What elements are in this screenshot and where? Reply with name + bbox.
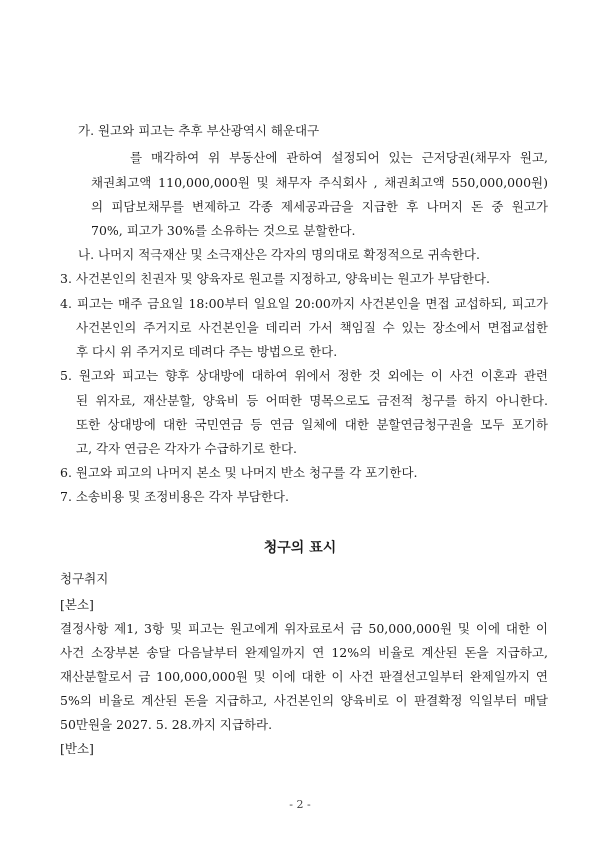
item-5-line4: 고, 각자 연금은 각자가 수급하기로 한다. xyxy=(76,441,298,456)
item-ga-line3: 채권최고액 110,000,000원 및 채무자 주식회사 , 채권최고액 550,000,000원) xyxy=(91,175,548,190)
item-4-line3: 후 다시 위 주거지로 데려다 주는 방법으로 한다. xyxy=(76,344,338,359)
item-7-line1: 7. 소송비용 및 조정비용은 각자 부담한다. xyxy=(60,489,289,504)
item-ga-line4: 의 피담보채무를 변제하고 각종 제세공과금을 지급한 후 나머지 돈 중 원고가 xyxy=(91,199,548,214)
main-claim-line4: 5%의 비율로 계산된 돈을 지급하고, 사건본인의 양육비로 이 판결확정 익일부터 매달 xyxy=(60,693,548,708)
item-ga-line2: 를 매각하여 위 부동산에 관하여 설정되어 있는 근저당권(채무자 원고, xyxy=(130,150,548,165)
item-ga-line5: 70%, 피고가 30%를 소유하는 것으로 분할한다. xyxy=(91,223,356,238)
main-claim-line2: 사건 소장부본 송달 다음날부터 완제일까지 연 12%의 비율로 계산된 돈을 지급하고, xyxy=(60,645,548,660)
item-ga-line1: 가. 원고와 피고는 추후 부산광역시 해운대구 xyxy=(78,123,320,138)
main-claim-line5: 50만원을 2027. 5. 28.까지 지급하라. xyxy=(60,717,273,732)
item-6-line1: 6. 원고와 피고의 나머지 본소 및 나머지 반소 청구를 각 포기한다. xyxy=(60,465,418,480)
item-4-line2: 사건본인의 주거지로 사건본인을 데리러 가서 책임질 수 있는 장소에서 면접교섭한 xyxy=(76,320,548,335)
item-4-line1: 4. 피고는 매주 금요일 18:00부터 일요일 20:00까지 사건본인을 면접 교섭하되, 피고가 xyxy=(60,296,548,311)
item-5-line2: 된 위자료, 재산분할, 양육비 등 어떠한 명목으로도 금전적 청구를 하지 아니한다. xyxy=(76,393,548,408)
item-5-line3: 또한 상대방에 대한 국민연금 등 연금 일체에 대한 분할연금청구권을 모두 포기하 xyxy=(76,417,548,432)
counter-claim-label: [반소] xyxy=(60,741,94,756)
item-na-line1: 나. 나머지 적극재산 및 소극재산은 각자의 명의대로 확정적으로 귀속한다. xyxy=(78,247,480,262)
main-claim-label: [본소] xyxy=(60,597,94,612)
claim-heading: 청구취지 xyxy=(60,571,109,586)
item-3-line1: 3. 사건본인의 친권자 및 양육자로 원고를 지정하고, 양육비는 원고가 부담한다. xyxy=(60,271,490,286)
main-claim-line3: 재산분할로서 금 100,000,000원 및 이에 대한 이 사건 판결선고일부터 완제일까지 연 xyxy=(60,669,548,684)
section-title: 청구의 표시 xyxy=(263,540,337,556)
main-claim-line1: 결정사항 제1, 3항 및 피고는 원고에게 위자료로서 금 50,000,000원 및 이에 대한 이 xyxy=(60,621,548,636)
item-5-line1: 5. 원고와 피고는 향후 상대방에 대하여 위에서 정한 것 외에는 이 사건 이혼과 관련 xyxy=(60,368,548,383)
page-number: - 2 - xyxy=(289,798,311,811)
